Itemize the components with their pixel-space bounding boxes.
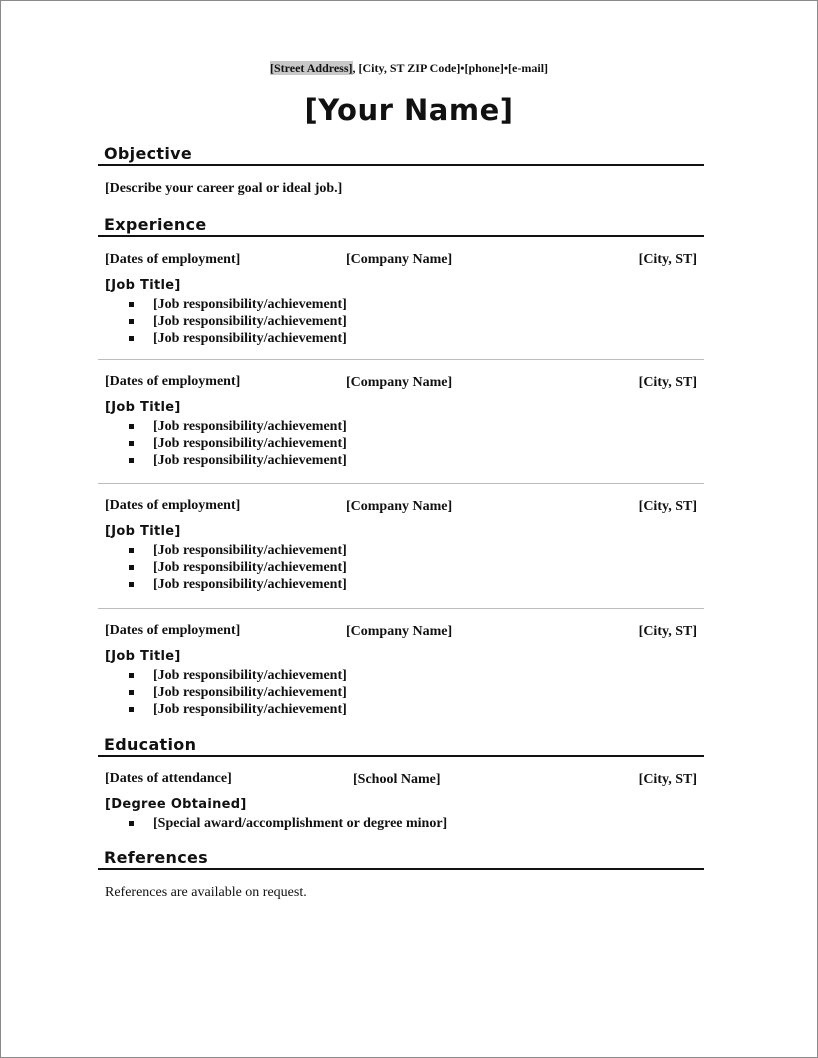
job-responsibilities	[129, 667, 347, 718]
list-item[interactable]: [Job responsibility/achievement]	[129, 418, 347, 435]
list-item[interactable]: [Job responsibility/achievement]	[129, 576, 347, 593]
list-item[interactable]: [Job responsibility/achievement]	[129, 542, 347, 559]
job-divider	[98, 608, 704, 609]
education-dates[interactable]: [Dates of attendance]	[105, 771, 232, 786]
job-responsibilities	[129, 542, 347, 593]
job-divider	[98, 359, 704, 360]
job-title[interactable]: [Job Title]	[105, 649, 181, 664]
job-city[interactable]: [City, ST]	[638, 375, 697, 390]
section-heading-objective: Objective	[104, 144, 192, 163]
job-dates[interactable]: [Dates of employment]	[105, 374, 241, 389]
street-address[interactable]: [Street Address]	[269, 61, 353, 75]
section-heading-education: Education	[104, 735, 197, 754]
contact-details[interactable]: , [City, ST ZIP Code]•[phone]•[e-mail]	[352, 61, 549, 75]
section-rule	[98, 755, 704, 757]
list-item[interactable]: [Job responsibility/achievement]	[129, 667, 347, 684]
job-responsibilities	[129, 418, 347, 469]
objective-text[interactable]: [Describe your career goal or ideal job.]	[105, 181, 343, 196]
section-rule	[98, 235, 704, 237]
job-dates[interactable]: [Dates of employment]	[105, 623, 241, 638]
education-highlights	[129, 815, 447, 832]
job-dates[interactable]: [Dates of employment]	[105, 252, 241, 267]
list-item[interactable]: [Job responsibility/achievement]	[129, 435, 347, 452]
job-title[interactable]: [Job Title]	[105, 524, 181, 539]
job-responsibilities	[129, 296, 347, 347]
job-company[interactable]: [Company Name]	[346, 252, 453, 267]
section-rule	[98, 164, 704, 166]
job-city[interactable]: [City, ST]	[638, 499, 697, 514]
list-item[interactable]: [Special award/accomplishment or degree minor]	[129, 815, 447, 832]
section-heading-experience: Experience	[104, 215, 207, 234]
job-title[interactable]: [Job Title]	[105, 278, 181, 293]
job-company[interactable]: [Company Name]	[346, 624, 453, 639]
degree-obtained[interactable]: [Degree Obtained]	[105, 797, 247, 812]
job-city[interactable]: [City, ST]	[638, 624, 697, 639]
list-item[interactable]: [Job responsibility/achievement]	[129, 313, 347, 330]
job-city[interactable]: [City, ST]	[638, 252, 697, 267]
list-item[interactable]: [Job responsibility/achievement]	[129, 296, 347, 313]
list-item[interactable]: [Job responsibility/achievement]	[129, 701, 347, 718]
section-rule	[98, 868, 704, 870]
list-item[interactable]: [Job responsibility/achievement]	[129, 330, 347, 347]
school-name[interactable]: [School Name]	[353, 772, 441, 787]
list-item[interactable]: [Job responsibility/achievement]	[129, 684, 347, 701]
list-item[interactable]: [Job responsibility/achievement]	[129, 559, 347, 576]
job-company[interactable]: [Company Name]	[346, 375, 453, 390]
your-name[interactable]: [Your Name]	[304, 93, 514, 127]
job-company[interactable]: [Company Name]	[346, 499, 453, 514]
job-dates[interactable]: [Dates of employment]	[105, 498, 241, 513]
job-title[interactable]: [Job Title]	[105, 400, 181, 415]
contact-line	[1, 61, 817, 76]
section-heading-references: References	[104, 848, 208, 867]
list-item[interactable]: [Job responsibility/achievement]	[129, 452, 347, 469]
references-text[interactable]: References are available on request.	[105, 885, 307, 900]
education-city[interactable]: [City, ST]	[638, 772, 697, 787]
job-divider	[98, 483, 704, 484]
